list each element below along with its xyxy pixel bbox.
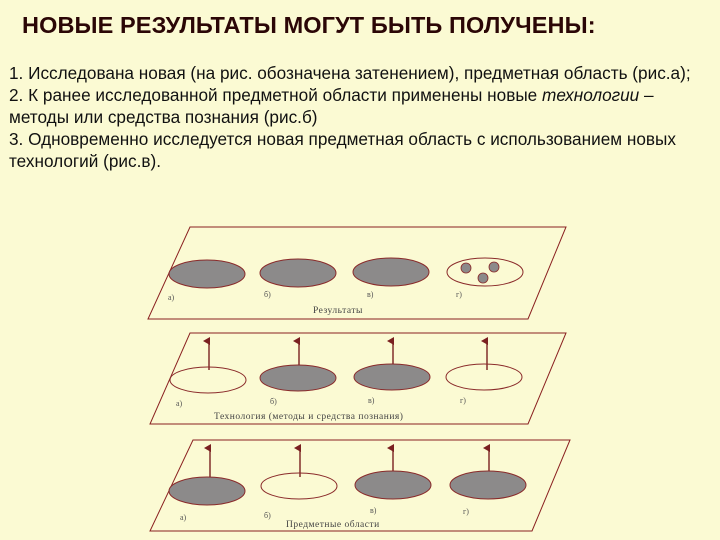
- technology-caption: Технология (методы и средства познания): [214, 412, 404, 422]
- tech-ellipse-b: [260, 365, 336, 391]
- tech-label-c: в): [368, 396, 375, 405]
- paragraph-3: 3. Одновременно исследуется новая предметная область с использованием новых технологий (рис.в).: [9, 129, 676, 171]
- results-label-d: г): [456, 290, 462, 299]
- result-d-dot-3: [478, 273, 488, 283]
- result-ellipse-b: [260, 259, 336, 287]
- subject-ellipse-b: [261, 473, 337, 499]
- results-label-a: а): [168, 293, 175, 302]
- result-ellipse-c: [353, 258, 429, 286]
- results-caption: Результаты: [313, 306, 363, 316]
- results-plane: [148, 227, 566, 319]
- subject-ellipse-c: [355, 471, 431, 499]
- subject-ellipse-a: [169, 477, 245, 505]
- tech-label-a: а): [176, 399, 183, 408]
- paragraph-2-italic-term: технологии: [542, 85, 640, 105]
- result-ellipse-a: [169, 260, 245, 288]
- subject-label-c: в): [370, 506, 377, 515]
- paragraph-1: 1. Исследована новая (на рис. обозначена затенением), предметная область (рис.а);: [9, 63, 691, 83]
- subject-ellipse-d: [450, 471, 526, 499]
- result-d-dot-1: [461, 263, 471, 273]
- results-label-c: в): [367, 290, 374, 299]
- slide-title: НОВЫЕ РЕЗУЛЬТАТЫ МОГУТ БЫТЬ ПОЛУЧЕНЫ:: [22, 12, 596, 38]
- tech-ellipse-c: [354, 364, 430, 390]
- technology-plane: [150, 333, 566, 424]
- tech-ellipse-d: [446, 364, 522, 390]
- paragraph-2-start: 2. К ранее исследованной предметной области применены новые: [9, 85, 543, 105]
- results-label-b: б): [264, 290, 271, 299]
- paragraph-2-end: – методы или средства познания (рис.б): [9, 85, 654, 127]
- subject-areas-caption: Предметные области: [286, 520, 380, 530]
- subject-label-b: б): [264, 511, 271, 520]
- subject-areas-plane: [150, 440, 570, 531]
- tech-label-d: г): [460, 396, 466, 405]
- subject-label-d: г): [463, 507, 469, 516]
- subject-label-a: а): [180, 513, 187, 522]
- tech-ellipse-a: [170, 367, 246, 393]
- tech-label-b: б): [270, 397, 277, 406]
- result-d-dot-2: [489, 262, 499, 272]
